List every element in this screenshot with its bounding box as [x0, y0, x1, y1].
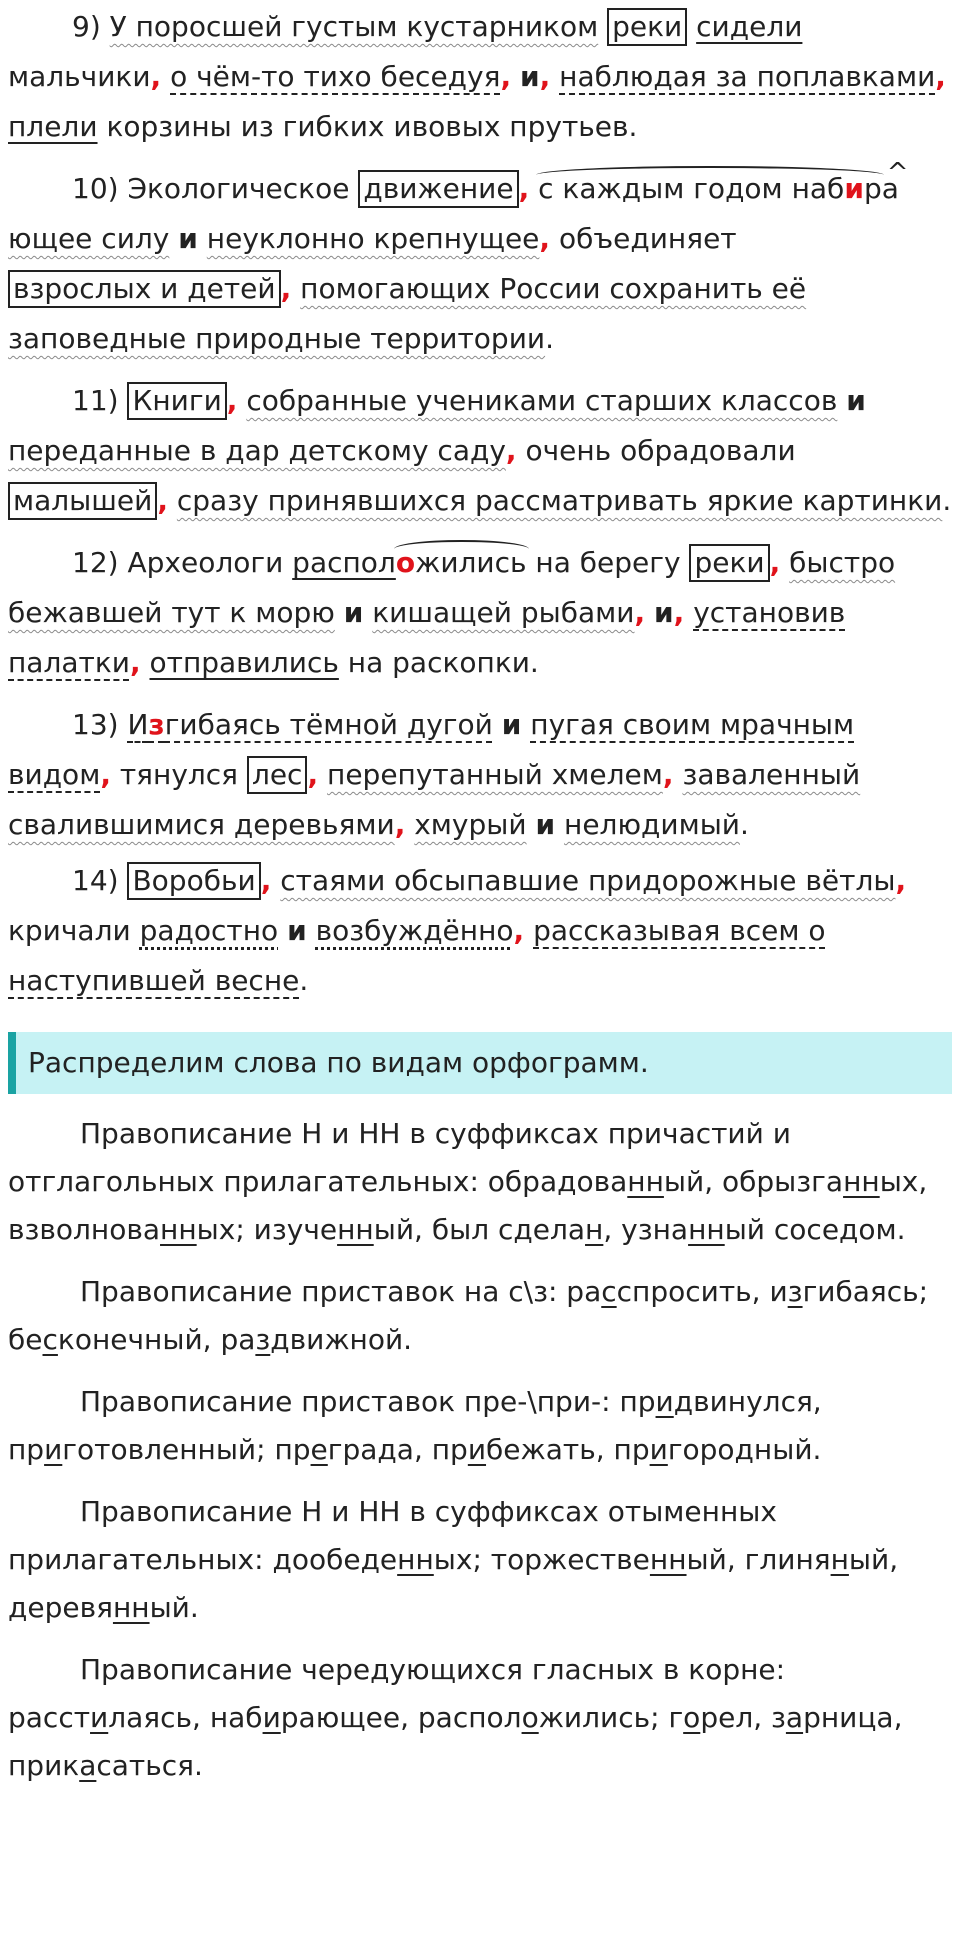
predicate: отправились — [149, 646, 339, 679]
predicate: кричали — [8, 914, 131, 947]
section-s-z-prefixes: Правописание приставок на с\з: расспросить, изгибаясь; бесконечный, раздвижной. — [8, 1275, 929, 1356]
item-number: 14) — [72, 864, 119, 897]
participle-phrase: о чём-то тихо беседуя — [170, 60, 501, 93]
comma-mark: , — [500, 60, 512, 93]
text: на берегу — [535, 546, 681, 579]
text: объединяет — [558, 222, 737, 255]
vowel-mark: и — [844, 172, 864, 205]
comma-mark: , — [100, 758, 111, 791]
comma-mark: , — [505, 434, 517, 467]
adjective: хмурый — [414, 808, 527, 841]
subject: мальчики — [8, 60, 151, 93]
comma-mark: , — [260, 864, 272, 897]
participle-phrase: неуклонно крепнущее — [206, 222, 540, 255]
participle-phrase: переданные в дар детскому саду — [8, 434, 506, 467]
comma-mark: , — [673, 596, 685, 629]
root-arc: ожились — [396, 538, 527, 588]
participle-phrase: кишащей рыбами — [372, 596, 635, 629]
sentence-14: 14) Воробьи , стаями обсыпавшие придорожные вётлы, кричали радостно и возбуждённо, рассказывая всем о наступившей весне. — [8, 864, 907, 997]
item-number: 13) — [72, 708, 119, 741]
comma-mark: , — [634, 596, 646, 629]
item-number: 10) — [72, 172, 119, 205]
subject: Археологи — [127, 546, 284, 579]
predicate: плели — [8, 110, 98, 143]
sentence-12 — [8, 538, 952, 688]
participle-phrase: быстро бежавшей тут к морю — [8, 546, 896, 629]
adverbial: У поросшей густым кустарником — [109, 10, 599, 43]
comma-mark: , — [129, 646, 141, 679]
conjunction: и — [287, 914, 307, 947]
text: очень обрадовали — [525, 434, 796, 467]
boxed-word: реки — [607, 8, 687, 46]
comma-mark: , — [157, 484, 168, 517]
predicate: сидели — [696, 10, 803, 43]
adjective: нелюдимый — [564, 808, 740, 841]
highlight-note: Распределим слова по видам орфограмм. — [8, 1032, 952, 1094]
section-n-nn-participles: Правописание Н и НН в суффиксах причастий и отглагольных прилагательных: обрадованный, обрызганных, взволнованных; изученный, был сделан, узнанный соседом. — [8, 1117, 928, 1246]
text: на раскопки. — [347, 646, 539, 679]
participle-phrase: собранные учениками старших классов — [246, 384, 838, 417]
participle-phrase: заваленный свалившимися деревьями — [8, 758, 861, 841]
participle-phrase: стаями обсыпавшие придорожные вётлы — [280, 864, 896, 897]
participle-phrase: Изгибаясь тёмной дугой — [127, 708, 493, 741]
comma-mark: , — [307, 758, 319, 791]
boxed-word: лес — [247, 756, 308, 794]
boxed-word: движение — [358, 170, 518, 208]
conjunction: и — [520, 60, 540, 93]
conjunction: и — [535, 808, 556, 841]
conjunction: и — [846, 384, 866, 417]
text: тянулся — [119, 758, 239, 791]
section-alternating-vowels: Правописание чередующихся гласных в корне: расстилаясь, набирающее, расположились; горел, зарница, прикасаться. — [8, 1653, 903, 1782]
consonant-mark: з — [148, 708, 165, 741]
boxed-word: малышей — [8, 482, 157, 520]
conjunction: и — [343, 596, 364, 629]
participle-phrase: рассказывая всем о наступившей весне — [8, 914, 826, 997]
comma-mark: , — [539, 222, 551, 255]
comma-mark: , — [662, 758, 674, 791]
comma-mark: , — [935, 60, 946, 93]
sentence-9 — [8, 2, 952, 152]
predicate: расположились — [292, 546, 526, 579]
sentence-13: 13) Изгибаясь тёмной дугой и пугая своим мрачным видом, тянулся лес , перепутанный хмелем, заваленный свалившимися деревьями, хмурый и нелюдимый. — [8, 708, 861, 841]
vowel-mark: о — [395, 546, 416, 579]
section-n-nn-adjectives: Правописание Н и НН в суффиксах отыменных прилагательных: дообеденных; торжественный, глиняный, деревянный. — [8, 1495, 899, 1624]
boxed-word: Книги — [127, 382, 226, 420]
participle-phrase: перепутанный хмелем — [327, 758, 663, 791]
suffix-mark: а ^ — [882, 164, 899, 214]
item-number: 9) — [72, 10, 101, 43]
rest-text: корзины из гибких ивовых прутьев. — [106, 110, 638, 143]
participle-phrase: установив палатки — [8, 596, 846, 679]
comma-mark: , — [280, 272, 292, 305]
comma-mark: , — [150, 60, 162, 93]
comma-mark: , — [539, 60, 551, 93]
boxed-word: реки — [689, 544, 769, 582]
participle-phrase: сразу принявшихся рассматривать яркие картинки — [176, 484, 943, 517]
participle-phrase: наблюдая за поплавками — [559, 60, 936, 93]
text: Экологическое — [127, 172, 350, 205]
sentence-11: 11) Книги , собранные учениками старших классов и переданные в дар детскому саду, очень обрадовали малышей , сразу принявшихся рассматривать яркие картинки. — [8, 376, 952, 526]
section-pre-pri-prefixes: Правописание приставок пре-\при-: придвинулся, приготовленный; преграда, прибежать, пригородный. — [8, 1385, 822, 1466]
adverb: возбуждённо — [315, 914, 514, 947]
adverb: радостно — [139, 914, 279, 947]
root-arc: с каждым годом набир — [538, 164, 882, 214]
participle-phrase: помогающих России сохранить её заповедные природные территории — [8, 272, 807, 355]
comma-mark: , — [226, 384, 238, 417]
sentence-10: 10) Экологическое движение , с каждым годом набира ^ющее силу и неуклонно крепнущее, объединяет взрослых и детей , помогающих России сохранить её заповедные природные территории. — [8, 164, 952, 364]
item-number: 12) — [72, 546, 119, 579]
comma-mark: , — [394, 808, 406, 841]
participle-phrase: с каждым годом набира ^ющее силу — [8, 172, 899, 255]
conjunction: и — [178, 222, 198, 255]
item-number: 11) — [72, 384, 119, 417]
participle-phrase: пугая своим мрачным видом — [8, 708, 855, 791]
comma-mark: , — [513, 914, 525, 947]
comma-mark: , — [895, 864, 907, 897]
boxed-word: взрослых и детей — [8, 270, 281, 308]
conjunction: и — [654, 596, 674, 629]
comma-mark: , — [518, 172, 530, 205]
comma-mark: , — [769, 546, 781, 579]
conjunction: и — [501, 708, 522, 741]
boxed-word: Воробьи — [127, 862, 260, 900]
